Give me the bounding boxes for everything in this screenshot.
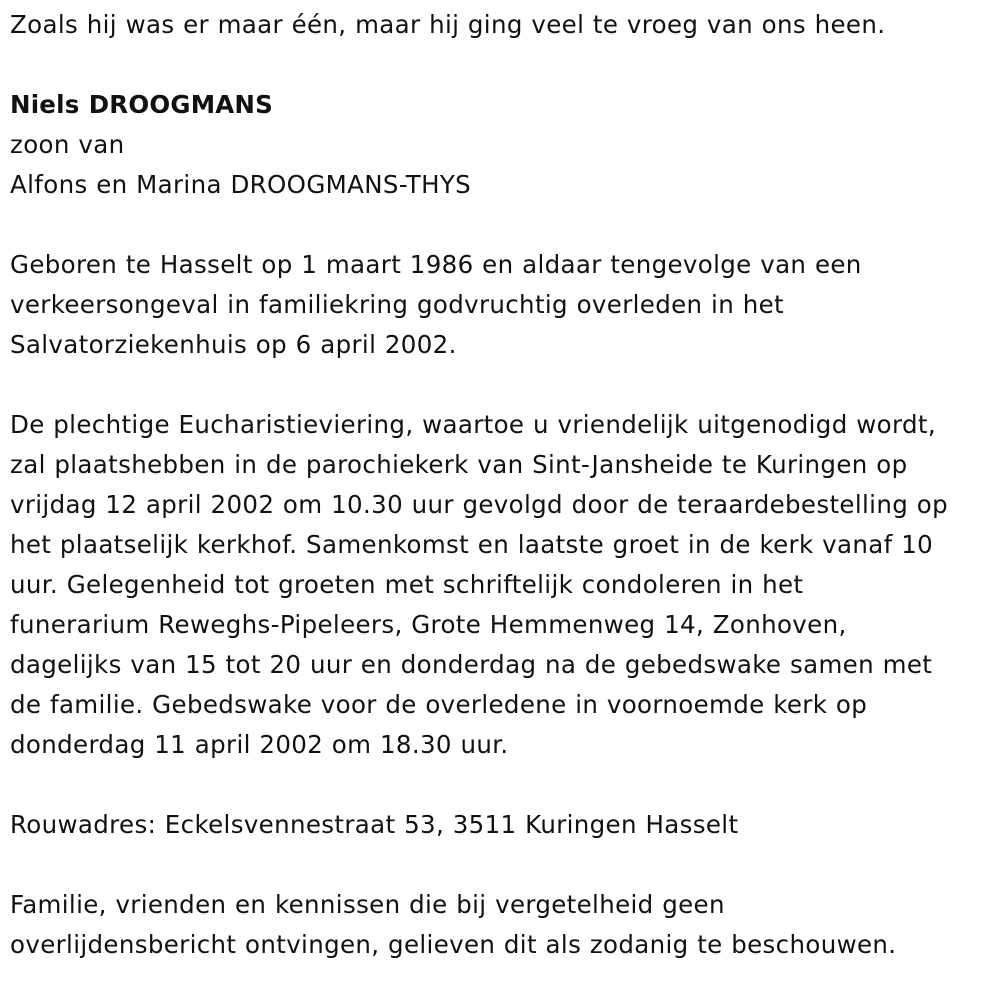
paragraph-line: Salvatorziekenhuis op 6 april 2002. xyxy=(10,330,457,359)
spacer xyxy=(10,765,995,805)
paragraph-line: De plechtige Eucharistieviering, waartoe u vriendelijk uitgenodigd wordt, xyxy=(10,410,936,439)
paragraph-line: dagelijks van 15 tot 20 uur en donderdag na de gebedswake samen met xyxy=(10,650,933,679)
paragraph-line: Familie, vrienden en kennissen die bij vergetelheid geen xyxy=(10,890,725,919)
spacer xyxy=(10,45,995,57)
spacer xyxy=(10,365,995,405)
paragraph-line: overlijdensbericht ontvingen, gelieven dit als zodanig te beschouwen. xyxy=(10,930,897,959)
paragraph-line: zal plaatshebben in de parochiekerk van Sint-Jansheide te Kuringen op xyxy=(10,450,908,479)
birth-death-paragraph xyxy=(10,245,995,365)
relation-text: zoon van xyxy=(10,130,125,159)
paragraph-line: vrijdag 12 april 2002 om 10.30 uur gevolgd door de teraardebestelling op xyxy=(10,490,948,519)
obituary-document xyxy=(10,5,995,965)
spacer xyxy=(10,845,995,885)
paragraph-line: uur. Gelegenheid tot groeten met schriftelijk condoleren in het xyxy=(10,570,804,599)
spacer xyxy=(10,57,995,85)
paragraph-line: het plaatselijk kerkhof. Samenkomst en laatste groet in de kerk vanaf 10 xyxy=(10,530,934,559)
spacer xyxy=(10,205,995,245)
closing-paragraph xyxy=(10,885,995,965)
paragraph-line: funerarium Reweghs-Pipeleers, Grote Hemmenweg 14, Zonhoven, xyxy=(10,610,847,639)
ceremony-paragraph xyxy=(10,405,995,765)
paragraph-line: donderdag 11 april 2002 om 18.30 uur. xyxy=(10,730,509,759)
paragraph-line: verkeersongeval in familiekring godvruchtig overleden in het xyxy=(10,290,784,319)
mourning-address: Rouwadres: Eckelsvennestraat 53, 3511 Kuringen Hasselt xyxy=(10,810,739,839)
deceased-name: Niels DROOGMANS xyxy=(10,90,273,119)
parents-names: Alfons en Marina DROOGMANS-THYS xyxy=(10,170,472,199)
paragraph-line: Geboren te Hasselt op 1 maart 1986 en aldaar tengevolge van een xyxy=(10,250,862,279)
motto-text: Zoals hij was er maar één, maar hij ging veel te vroeg van ons heen. xyxy=(10,10,886,39)
paragraph-line: de familie. Gebedswake voor de overledene in voornoemde kerk op xyxy=(10,690,868,719)
